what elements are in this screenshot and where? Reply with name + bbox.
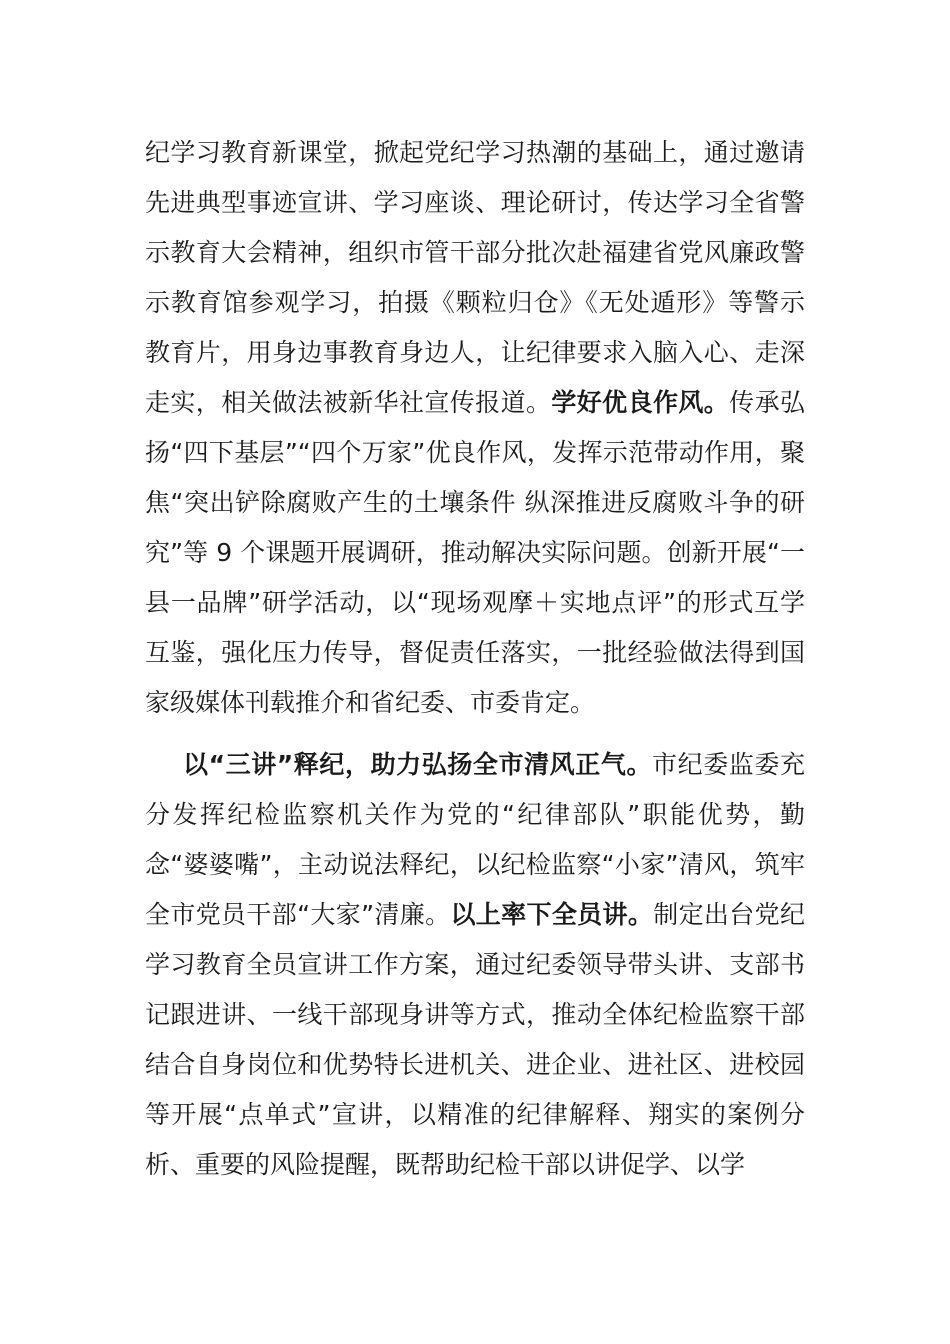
paragraph-text: 市纪委监委充分发挥纪检监察机关作为党的“纪律部队”职能优势，勤念“婆婆嘴”，主动说法释纪，以纪检监察“小家”清风，筑牢全市党员干部“大家”清廉。 <box>145 750 805 929</box>
paragraph-three-jiang <box>145 740 805 1190</box>
paragraph-text: 制定出台党纪学习教育全员宣讲工作方案，通过纪委领导带头讲、支部书记跟进讲、一线干部现身讲等方式，推动全体纪检监察干部结合自身岗位和优势特长进机关、进企业、进社区、进校园等开展“点单式”宣讲，以精准的纪律解释、翔实的案例分析、重要的风险提醒，既帮助纪检干部以讲促学、以学 <box>145 900 805 1179</box>
paragraph-text: 传承弘扬“四下基层”“四个万家”优良作风，发挥示范带动作用，聚焦“突出铲除腐败产生的土壤条件 纵深推进反腐败斗争的研究”等 9 个课题开展调研，推动解决实际问题。创新开展“一县一品牌”研学活动，以“现场观摩＋实地点评”的形式互学互鉴，强化压力传导，督促责任落实，一批经验做法得到国家级媒体刊载推介和省纪委、市委肯定。 <box>145 388 805 717</box>
section-heading-inline: 以“三讲”释纪，助力弘扬全市清风正气。 <box>183 750 653 779</box>
document-body <box>145 128 805 1190</box>
section-heading-inline: 以上率下全员讲。 <box>450 900 654 929</box>
paragraph-continued <box>145 128 805 728</box>
section-heading-inline: 学好优良作风。 <box>551 388 730 417</box>
paragraph-text: 纪学习教育新课堂，掀起党纪学习热潮的基础上，通过邀请先进典型事迹宣讲、学习座谈、理论研讨，传达学习全省警示教育大会精神，组织市管干部分批次赴福建省党风廉政警示教育馆参观学习，拍摄《颗粒归仓》《无处遁形》等警示教育片，用身边事教育身边人，让纪律要求入脑入心、走深走实，相关做法被新华社宣传报道。 <box>145 138 805 417</box>
